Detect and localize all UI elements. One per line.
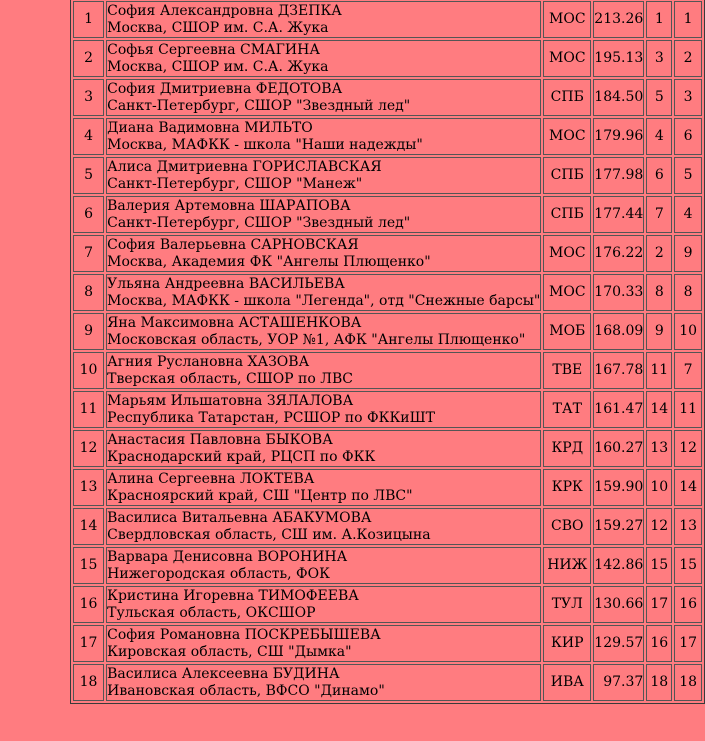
result-row bbox=[73, 313, 702, 350]
free-skate-place-cell: 4 bbox=[674, 196, 702, 233]
free-skate-place-cell: 3 bbox=[674, 79, 702, 116]
region-code-cell: СВО bbox=[543, 508, 591, 545]
place-cell: 18 bbox=[73, 664, 104, 701]
total-points-cell: 184.50 bbox=[593, 79, 644, 116]
athlete-cell bbox=[106, 430, 541, 467]
results-table bbox=[70, 0, 705, 704]
place-cell: 8 bbox=[73, 274, 104, 311]
athlete-name: София Романовна ПОСКРЕБЫШЕВА bbox=[107, 626, 381, 643]
short-program-place-cell: 18 bbox=[646, 664, 672, 701]
athlete-club: Нижегородская область, ФОК bbox=[107, 565, 330, 582]
athlete-cell bbox=[106, 274, 541, 311]
region-code-cell: ИВА bbox=[543, 664, 591, 701]
region-code-cell: МОС bbox=[543, 1, 591, 38]
total-points-cell: 130.66 bbox=[593, 586, 644, 623]
total-points-cell: 160.27 bbox=[593, 430, 644, 467]
region-code-cell: СПБ bbox=[543, 157, 591, 194]
short-program-place-cell: 10 bbox=[646, 469, 672, 506]
region-code-cell: МОС bbox=[543, 40, 591, 77]
athlete-club: Санкт-Петербург, СШОР "Звездный лед" bbox=[107, 214, 411, 231]
total-points-cell: 142.86 bbox=[593, 547, 644, 584]
place-cell: 9 bbox=[73, 313, 104, 350]
athlete-name: Кристина Игоревна ТИМОФЕЕВА bbox=[107, 587, 359, 604]
free-skate-place-cell: 12 bbox=[674, 430, 702, 467]
place-cell: 12 bbox=[73, 430, 104, 467]
free-skate-place-cell: 8 bbox=[674, 274, 702, 311]
free-skate-place-cell: 5 bbox=[674, 157, 702, 194]
athlete-cell bbox=[106, 40, 541, 77]
athlete-name: Анастасия Павловна БЫКОВА bbox=[107, 431, 333, 448]
place-cell: 5 bbox=[73, 157, 104, 194]
total-points-cell: 177.98 bbox=[593, 157, 644, 194]
total-points-cell: 176.22 bbox=[593, 235, 644, 272]
athlete-club: Краснодарский край, РЦСП по ФКК bbox=[107, 448, 376, 465]
result-row bbox=[73, 430, 702, 467]
result-row bbox=[73, 118, 702, 155]
short-program-place-cell: 15 bbox=[646, 547, 672, 584]
athlete-club: Москва, Академия ФК "Ангелы Плющенко" bbox=[107, 253, 431, 270]
total-points-cell: 129.57 bbox=[593, 625, 644, 662]
region-code-cell: МОС bbox=[543, 118, 591, 155]
athlete-cell bbox=[106, 664, 541, 701]
total-points-cell: 195.13 bbox=[593, 40, 644, 77]
athlete-name: Софья Сергеевна СМАГИНА bbox=[107, 41, 320, 58]
place-cell: 4 bbox=[73, 118, 104, 155]
athlete-name: София Дмитриевна ФЕДОТОВА bbox=[107, 80, 343, 97]
athlete-club: Москва, СШОР им. С.А. Жука bbox=[107, 58, 329, 75]
athlete-club: Москва, СШОР им. С.А. Жука bbox=[107, 19, 329, 36]
athlete-club: Санкт-Петербург, СШОР "Звездный лед" bbox=[107, 97, 411, 114]
free-skate-place-cell: 14 bbox=[674, 469, 702, 506]
athlete-club: Республика Татарстан, РСШОР по ФККиШТ bbox=[107, 409, 435, 426]
place-cell: 2 bbox=[73, 40, 104, 77]
result-row bbox=[73, 40, 702, 77]
short-program-place-cell: 7 bbox=[646, 196, 672, 233]
athlete-cell bbox=[106, 79, 541, 116]
athlete-club: Свердловская область, СШ им. А.Козицына bbox=[107, 526, 431, 543]
place-cell: 14 bbox=[73, 508, 104, 545]
region-code-cell: ТАТ bbox=[543, 391, 591, 428]
free-skate-place-cell: 13 bbox=[674, 508, 702, 545]
athlete-name: Варвара Денисовна ВОРОНИНА bbox=[107, 548, 348, 565]
total-points-cell: 177.44 bbox=[593, 196, 644, 233]
region-code-cell: КРД bbox=[543, 430, 591, 467]
athlete-cell bbox=[106, 1, 541, 38]
athlete-name: Яна Максимовна АСТАШЕНКОВА bbox=[107, 314, 362, 331]
athlete-name: София Валерьевна САРНОВСКАЯ bbox=[107, 236, 359, 253]
place-cell: 13 bbox=[73, 469, 104, 506]
result-row bbox=[73, 586, 702, 623]
athlete-cell bbox=[106, 196, 541, 233]
result-row bbox=[73, 664, 702, 701]
athlete-cell bbox=[106, 625, 541, 662]
region-code-cell: МОС bbox=[543, 274, 591, 311]
total-points-cell: 159.27 bbox=[593, 508, 644, 545]
short-program-place-cell: 8 bbox=[646, 274, 672, 311]
athlete-club: Красноярский край, СШ "Центр по ЛВС" bbox=[107, 487, 413, 504]
place-cell: 6 bbox=[73, 196, 104, 233]
short-program-place-cell: 17 bbox=[646, 586, 672, 623]
free-skate-place-cell: 11 bbox=[674, 391, 702, 428]
athlete-name: Диана Вадимовна МИЛЬТО bbox=[107, 119, 313, 136]
athlete-cell bbox=[106, 313, 541, 350]
athlete-cell bbox=[106, 352, 541, 389]
total-points-cell: 161.47 bbox=[593, 391, 644, 428]
place-cell: 17 bbox=[73, 625, 104, 662]
free-skate-place-cell: 2 bbox=[674, 40, 702, 77]
athlete-club: Ивановская область, ВФСО "Динамо" bbox=[107, 682, 385, 699]
result-row bbox=[73, 196, 702, 233]
short-program-place-cell: 11 bbox=[646, 352, 672, 389]
athlete-club: Московская область, УОР №1, АФК "Ангелы Плющенко" bbox=[107, 331, 526, 348]
place-cell: 11 bbox=[73, 391, 104, 428]
place-cell: 7 bbox=[73, 235, 104, 272]
free-skate-place-cell: 7 bbox=[674, 352, 702, 389]
athlete-cell bbox=[106, 235, 541, 272]
athlete-cell bbox=[106, 508, 541, 545]
free-skate-place-cell: 18 bbox=[674, 664, 702, 701]
short-program-place-cell: 9 bbox=[646, 313, 672, 350]
short-program-place-cell: 3 bbox=[646, 40, 672, 77]
result-row bbox=[73, 469, 702, 506]
athlete-club: Тульская область, ОКСШОР bbox=[107, 604, 316, 621]
athlete-club: Москва, МАФКК - школа "Наши надежды" bbox=[107, 136, 423, 153]
free-skate-place-cell: 1 bbox=[674, 1, 702, 38]
athlete-cell bbox=[106, 586, 541, 623]
total-points-cell: 170.33 bbox=[593, 274, 644, 311]
athlete-cell bbox=[106, 469, 541, 506]
athlete-name: Ульяна Андреевна ВАСИЛЬЕВА bbox=[107, 275, 345, 292]
free-skate-place-cell: 9 bbox=[674, 235, 702, 272]
result-row bbox=[73, 79, 702, 116]
athlete-club: Санкт-Петербург, СШОР "Манеж" bbox=[107, 175, 363, 192]
result-row bbox=[73, 547, 702, 584]
athlete-cell bbox=[106, 118, 541, 155]
total-points-cell: 159.90 bbox=[593, 469, 644, 506]
free-skate-place-cell: 15 bbox=[674, 547, 702, 584]
region-code-cell: СПБ bbox=[543, 79, 591, 116]
result-row bbox=[73, 1, 702, 38]
result-row bbox=[73, 157, 702, 194]
athlete-club: Тверская область, СШОР по ЛВС bbox=[107, 370, 353, 387]
athlete-name: Василиса Алексеевна БУДИНА bbox=[107, 665, 340, 682]
result-row bbox=[73, 625, 702, 662]
short-program-place-cell: 6 bbox=[646, 157, 672, 194]
results-body bbox=[73, 1, 702, 701]
athlete-name: Алиса Дмитриевна ГОРИСЛАВСКАЯ bbox=[107, 158, 382, 175]
short-program-place-cell: 5 bbox=[646, 79, 672, 116]
place-cell: 10 bbox=[73, 352, 104, 389]
total-points-cell: 179.96 bbox=[593, 118, 644, 155]
athlete-name: София Александровна ДЗЕПКА bbox=[107, 2, 342, 19]
short-program-place-cell: 14 bbox=[646, 391, 672, 428]
short-program-place-cell: 4 bbox=[646, 118, 672, 155]
athlete-name: Агния Руслановна ХАЗОВА bbox=[107, 353, 310, 370]
result-row bbox=[73, 391, 702, 428]
place-cell: 16 bbox=[73, 586, 104, 623]
region-code-cell: НИЖ bbox=[543, 547, 591, 584]
athlete-name: Валерия Артемовна ШАРАПОВА bbox=[107, 197, 351, 214]
athlete-club: Москва, МАФКК - школа "Легенда", отд "Снежные барсы" bbox=[107, 292, 541, 309]
result-row bbox=[73, 235, 702, 272]
total-points-cell: 213.26 bbox=[593, 1, 644, 38]
athlete-name: Василиса Витальевна АБАКУМОВА bbox=[107, 509, 372, 526]
place-cell: 1 bbox=[73, 1, 104, 38]
athlete-name: Алина Сергеевна ЛОКТЕВА bbox=[107, 470, 315, 487]
short-program-place-cell: 16 bbox=[646, 625, 672, 662]
result-row bbox=[73, 274, 702, 311]
region-code-cell: МОБ bbox=[543, 313, 591, 350]
region-code-cell: ТУЛ bbox=[543, 586, 591, 623]
free-skate-place-cell: 6 bbox=[674, 118, 702, 155]
result-row bbox=[73, 508, 702, 545]
athlete-cell bbox=[106, 157, 541, 194]
region-code-cell: СПБ bbox=[543, 196, 591, 233]
total-points-cell: 167.78 bbox=[593, 352, 644, 389]
short-program-place-cell: 12 bbox=[646, 508, 672, 545]
total-points-cell: 97.37 bbox=[593, 664, 644, 701]
athlete-cell bbox=[106, 391, 541, 428]
free-skate-place-cell: 16 bbox=[674, 586, 702, 623]
free-skate-place-cell: 10 bbox=[674, 313, 702, 350]
place-cell: 15 bbox=[73, 547, 104, 584]
athlete-club: Кировская область, СШ "Дымка" bbox=[107, 643, 352, 660]
total-points-cell: 168.09 bbox=[593, 313, 644, 350]
region-code-cell: ТВЕ bbox=[543, 352, 591, 389]
free-skate-place-cell: 17 bbox=[674, 625, 702, 662]
short-program-place-cell: 13 bbox=[646, 430, 672, 467]
athlete-cell bbox=[106, 547, 541, 584]
region-code-cell: КИР bbox=[543, 625, 591, 662]
place-cell: 3 bbox=[73, 79, 104, 116]
athlete-name: Марьям Ильшатовна ЗЯЛАЛОВА bbox=[107, 392, 354, 409]
region-code-cell: МОС bbox=[543, 235, 591, 272]
result-row bbox=[73, 352, 702, 389]
region-code-cell: КРК bbox=[543, 469, 591, 506]
short-program-place-cell: 2 bbox=[646, 235, 672, 272]
short-program-place-cell: 1 bbox=[646, 1, 672, 38]
